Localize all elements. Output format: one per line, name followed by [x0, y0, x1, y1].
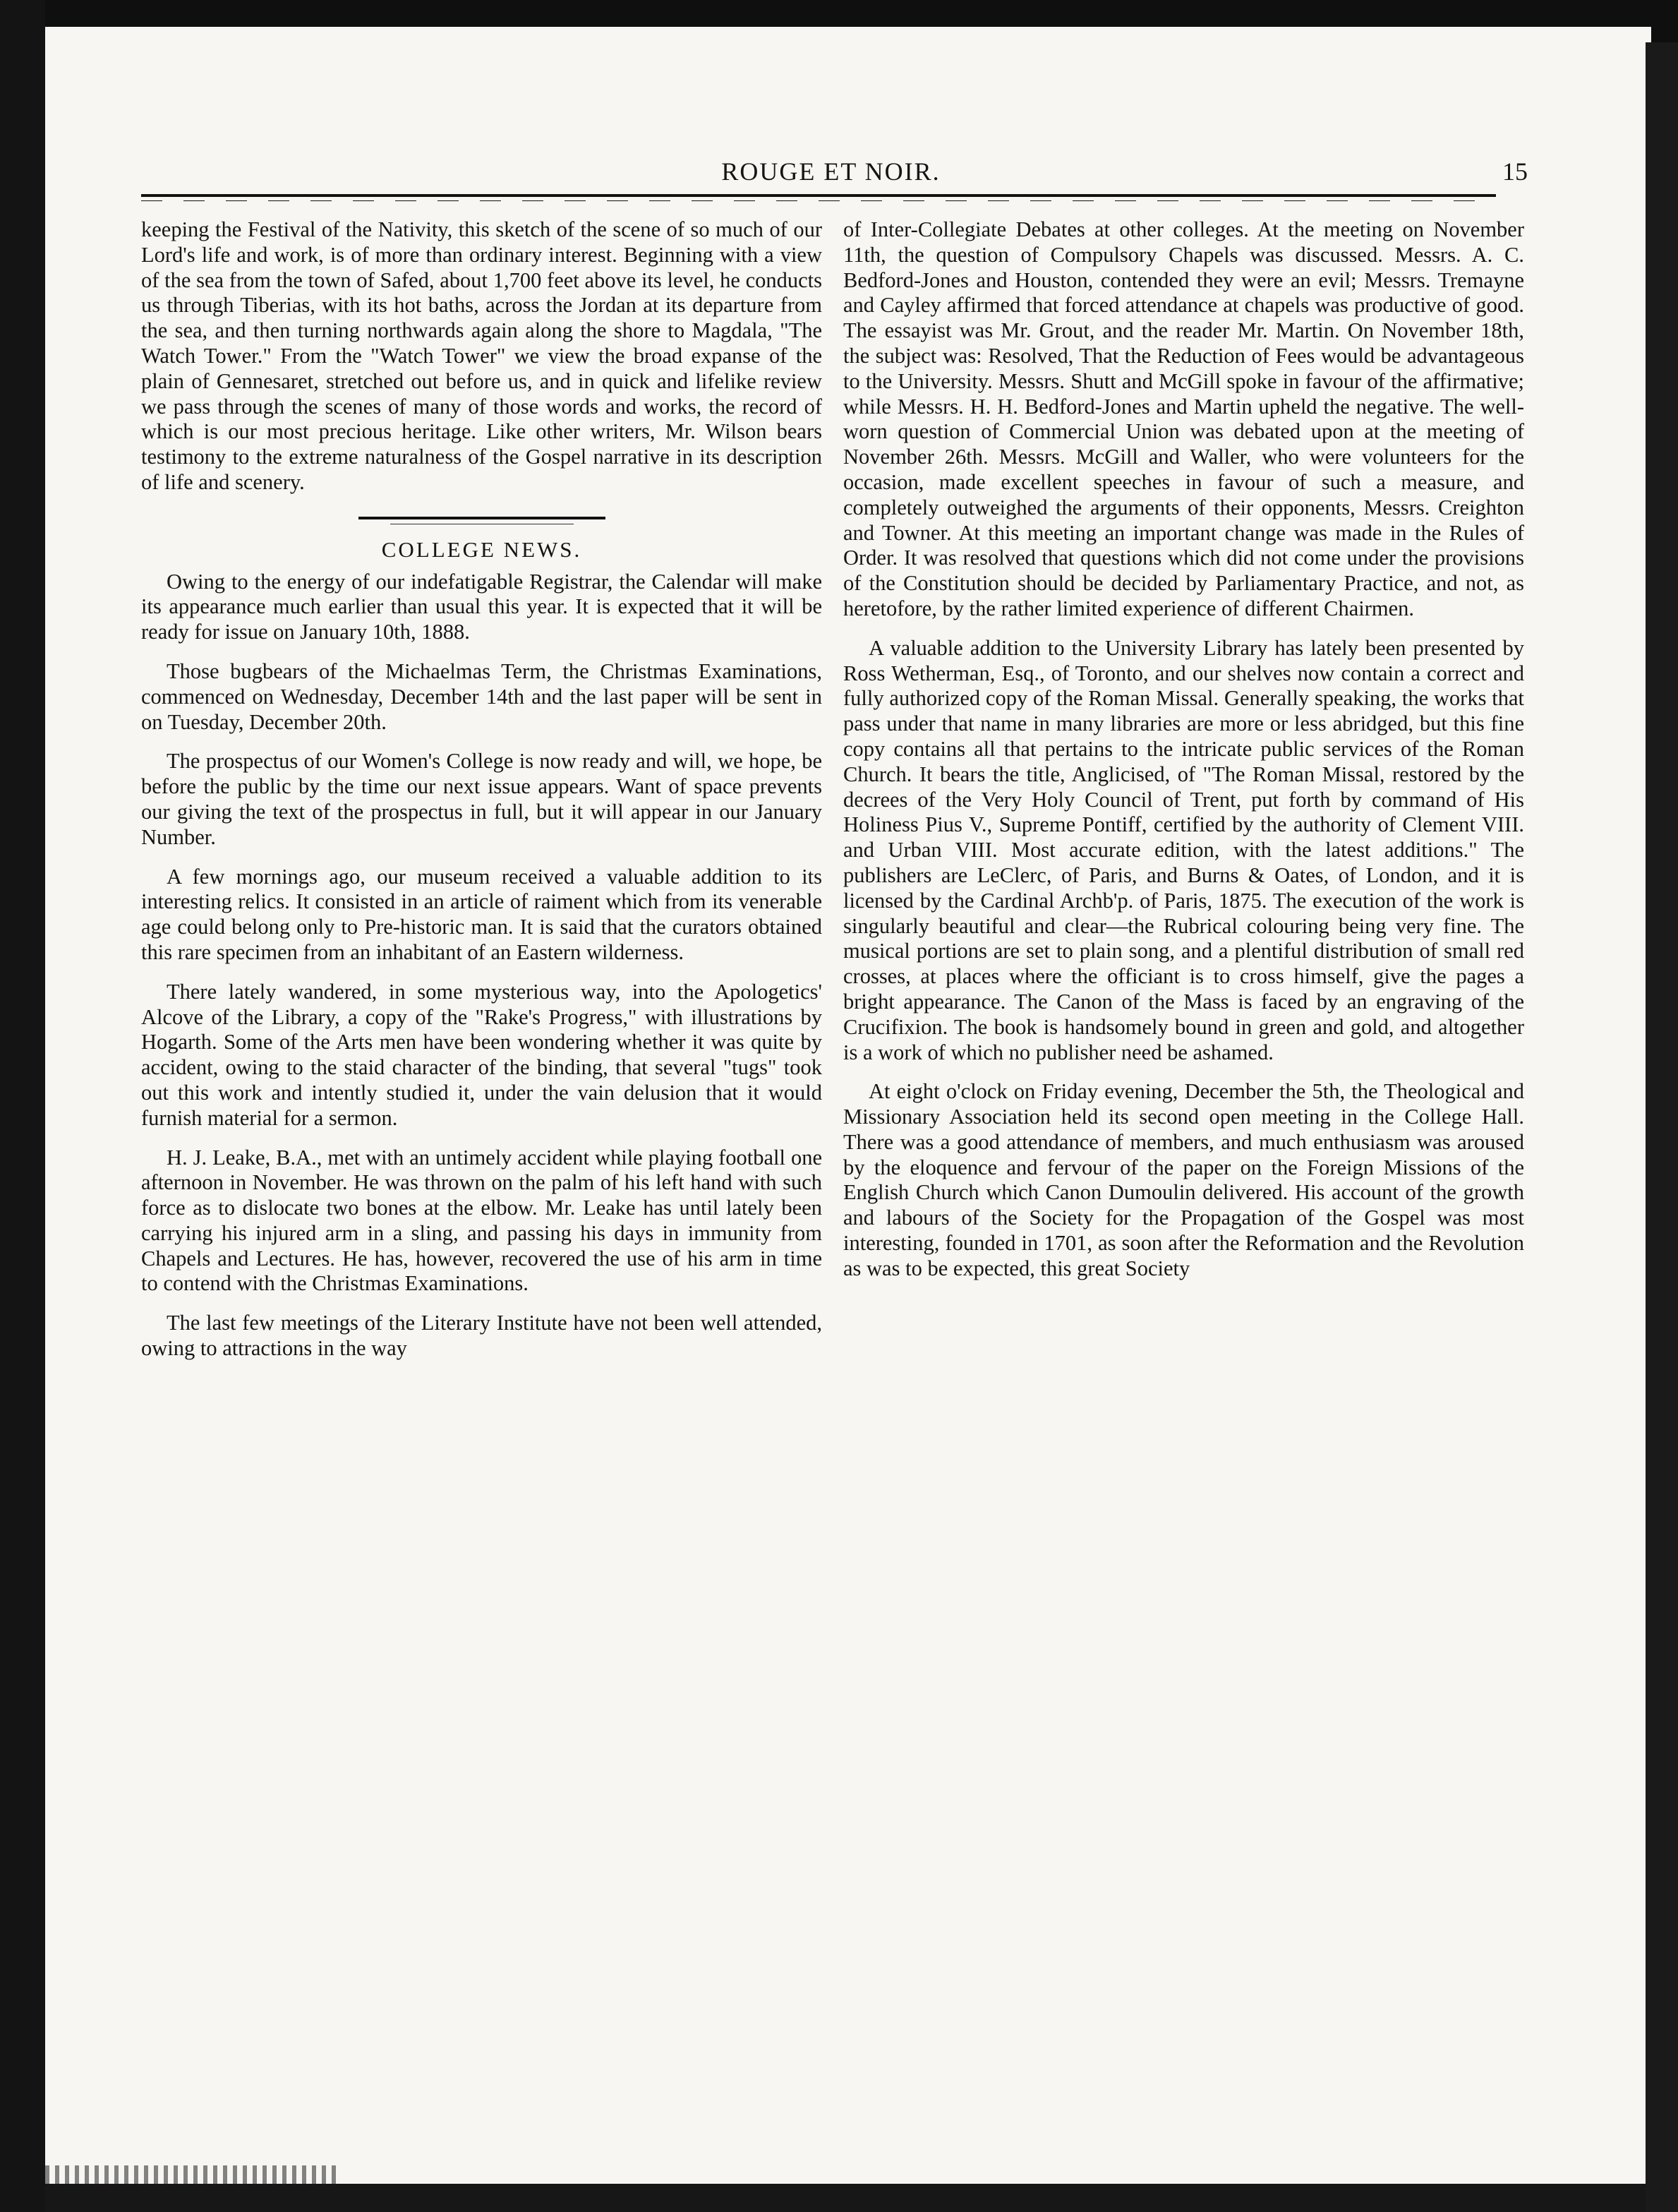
page-header — [134, 150, 1528, 192]
section-divider — [358, 517, 605, 519]
header-rule — [141, 194, 1496, 197]
scan-smudge — [45, 2165, 342, 2184]
paragraph: There lately wandered, in some mysterious way, into the Apologetics' Alcove of the Library, a copy of the "Rake's Progress," with illustrations by Hogarth. Some of the Arts men have been wondering whether it was quite by accident, owing to the staid character of the binding, that several "tugs" took out this work and intently studied it, under the vain delusion that it would furnish material for a sermon. — [141, 979, 822, 1130]
paragraph: The prospectus of our Women's College is now ready and will, we hope, be before the public by the time our next issue appears. Want of space prevents our giving the text of the prospectus in full, but it will appear in our January Number. — [141, 749, 822, 849]
left-column — [141, 217, 822, 1376]
scan-edge-right — [1646, 42, 1678, 2212]
paragraph: keeping the Festival of the Nativity, this sketch of the scene of so much of our Lord's life and work, is of more than ordinary interest. Beginning with a view of the sea from the town of Safed, about 1,700 feet above its level, he conducts us through Tiberias, with its hot baths, across the Jordan at its departure from the sea, and then turning northwards again along the shore to Magdala, "The Watch Tower." From the "Watch Tower" we view the broad expanse of the plain of Gennesaret, stretched out before us, and in quick and lifelike review we pass through the scenes of many of those words and works, the record of which is our most precious heritage. Like other writers, Mr. Wilson bears testimony to the extreme naturalness of the Gospel narrative in its description of life and scenery. — [141, 217, 822, 494]
paragraph: At eight o'clock on Friday evening, December the 5th, the Theological and Missionary Association held its second open meeting in the College Hall. There was a good attendance of members, and much enthusiasm was aroused by the eloquence and fervour of the paper on the Foreign Missions of the English Church which Canon Dumoulin delivered. His account of the growth and labours of the Society for the Propagation of the Gospel was most interesting, founded in 1701, as soon after the Reformation and the Revolution as was to be expected, this great Society — [843, 1079, 1524, 1280]
scan-edge-top — [0, 0, 1678, 42]
header-rule-dashed — [141, 200, 1496, 201]
paragraph: The last few meetings of the Literary Institute have not been well attended, owing to attractions in the way — [141, 1311, 822, 1361]
scan-edge-bottom — [45, 2184, 1646, 2212]
journal-title: ROUGE ET NOIR. — [721, 157, 941, 186]
paragraph: A few mornings ago, our museum received a valuable addition to its interesting relics. It consisted in an article of raiment which from its venerable age could belong only to Pre-historic man. It is said that the curators obtained this rare specimen from an inhabitant of an Eastern wilderness. — [141, 864, 822, 964]
page-number: 15 — [1502, 157, 1528, 186]
paragraph: A valuable addition to the University Library has lately been presented by Ross Wetherman, Esq., of Toronto, and our shelves now contain a correct and fully authorized copy of the Roman Missal. Generally speaking, the works that pass under that name in many libraries are more or less abridged, but this fine copy contains all that pertains to the intricate public services of the Roman Church. It bears the title, Anglicised, of "The Roman Missal, restored by the decrees of the Very Holy Council of Trent, put forth by command of His Holiness Pius V., Supreme Pontiff, certified by the authority of Clement VIII. and Urban VIII. Most accurate edition, with the latest additions." The publishers are LeClerc, of Paris, and Burns & Oates, of London, and it is licensed by the Cardinal Archb'p. of Paris, 1875. The execution of the work is singularly beautiful and clear—the Rubrical colouring being very fine. The musical portions are set to plain song, and a plentiful distribution of small red crosses, at places where the officiant is to cross himself, give the pages a bright appearance. The Canon of the Mass is faced by an engraving of the Crucifixion. The book is handsomely bound in green and gold, and altogether is a work of which no publisher need be ashamed. — [843, 635, 1524, 1064]
right-column — [843, 217, 1524, 1296]
paragraph: of Inter-Collegiate Debates at other colleges. At the meeting on November 11th, the question of Compulsory Chapels was discussed. Messrs. A. C. Bedford-Jones and Houston, contended they were an evil; Messrs. Tremayne and Cayley affirmed that forced attendance at chapels was productive of good. The essayist was Mr. Grout, and the reader Mr. Martin. On November 18th, the subject was: Resolved, That the Reduction of Fees would be advantageous to the University. Messrs. Shutt and McGill spoke in favour of the affirmative; while Messrs. H. H. Bedford-Jones and Martin upheld the negative. The well-worn question of Commercial Union was debated upon at the meeting of November 26th. Messrs. McGill and Waller, who were volunteers for the occasion, made excellent speeches in favour of such a measure, and completely outweighed the arguments of their opponents, Messrs. Creighton and Towner. At this meeting an important change was made in the Rules of Order. It was resolved that questions which did not come under the provisions of the Constitution should be decided by Parliamentary Practice, and not, as heretofore, by the rather limited experience of different Chairmen. — [843, 217, 1524, 620]
scan-edge-left — [0, 0, 45, 2212]
paragraph: H. J. Leake, B.A., met with an untimely accident while playing football one afternoon in November. He was thrown on the palm of his left hand with such force as to dislocate two bones at the elbow. Mr. Leake has until lately been carrying his injured arm in a sling, and passing his days in immunity from Chapels and Lectures. He has, however, recovered the use of his arm in time to contend with the Christmas Examinations. — [141, 1145, 822, 1296]
paragraph: Owing to the energy of our indefatigable Registrar, the Calendar will make its appearance much earlier than usual this year. It is expected that it will be ready for issue on January 10th, 1888. — [141, 569, 822, 644]
paragraph: Those bugbears of the Michaelmas Term, the Christmas Examinations, commenced on Wednesday, December 14th and the last paper will be sent in on Tuesday, December 20th. — [141, 659, 822, 734]
section-title: COLLEGE NEWS. — [381, 536, 582, 562]
